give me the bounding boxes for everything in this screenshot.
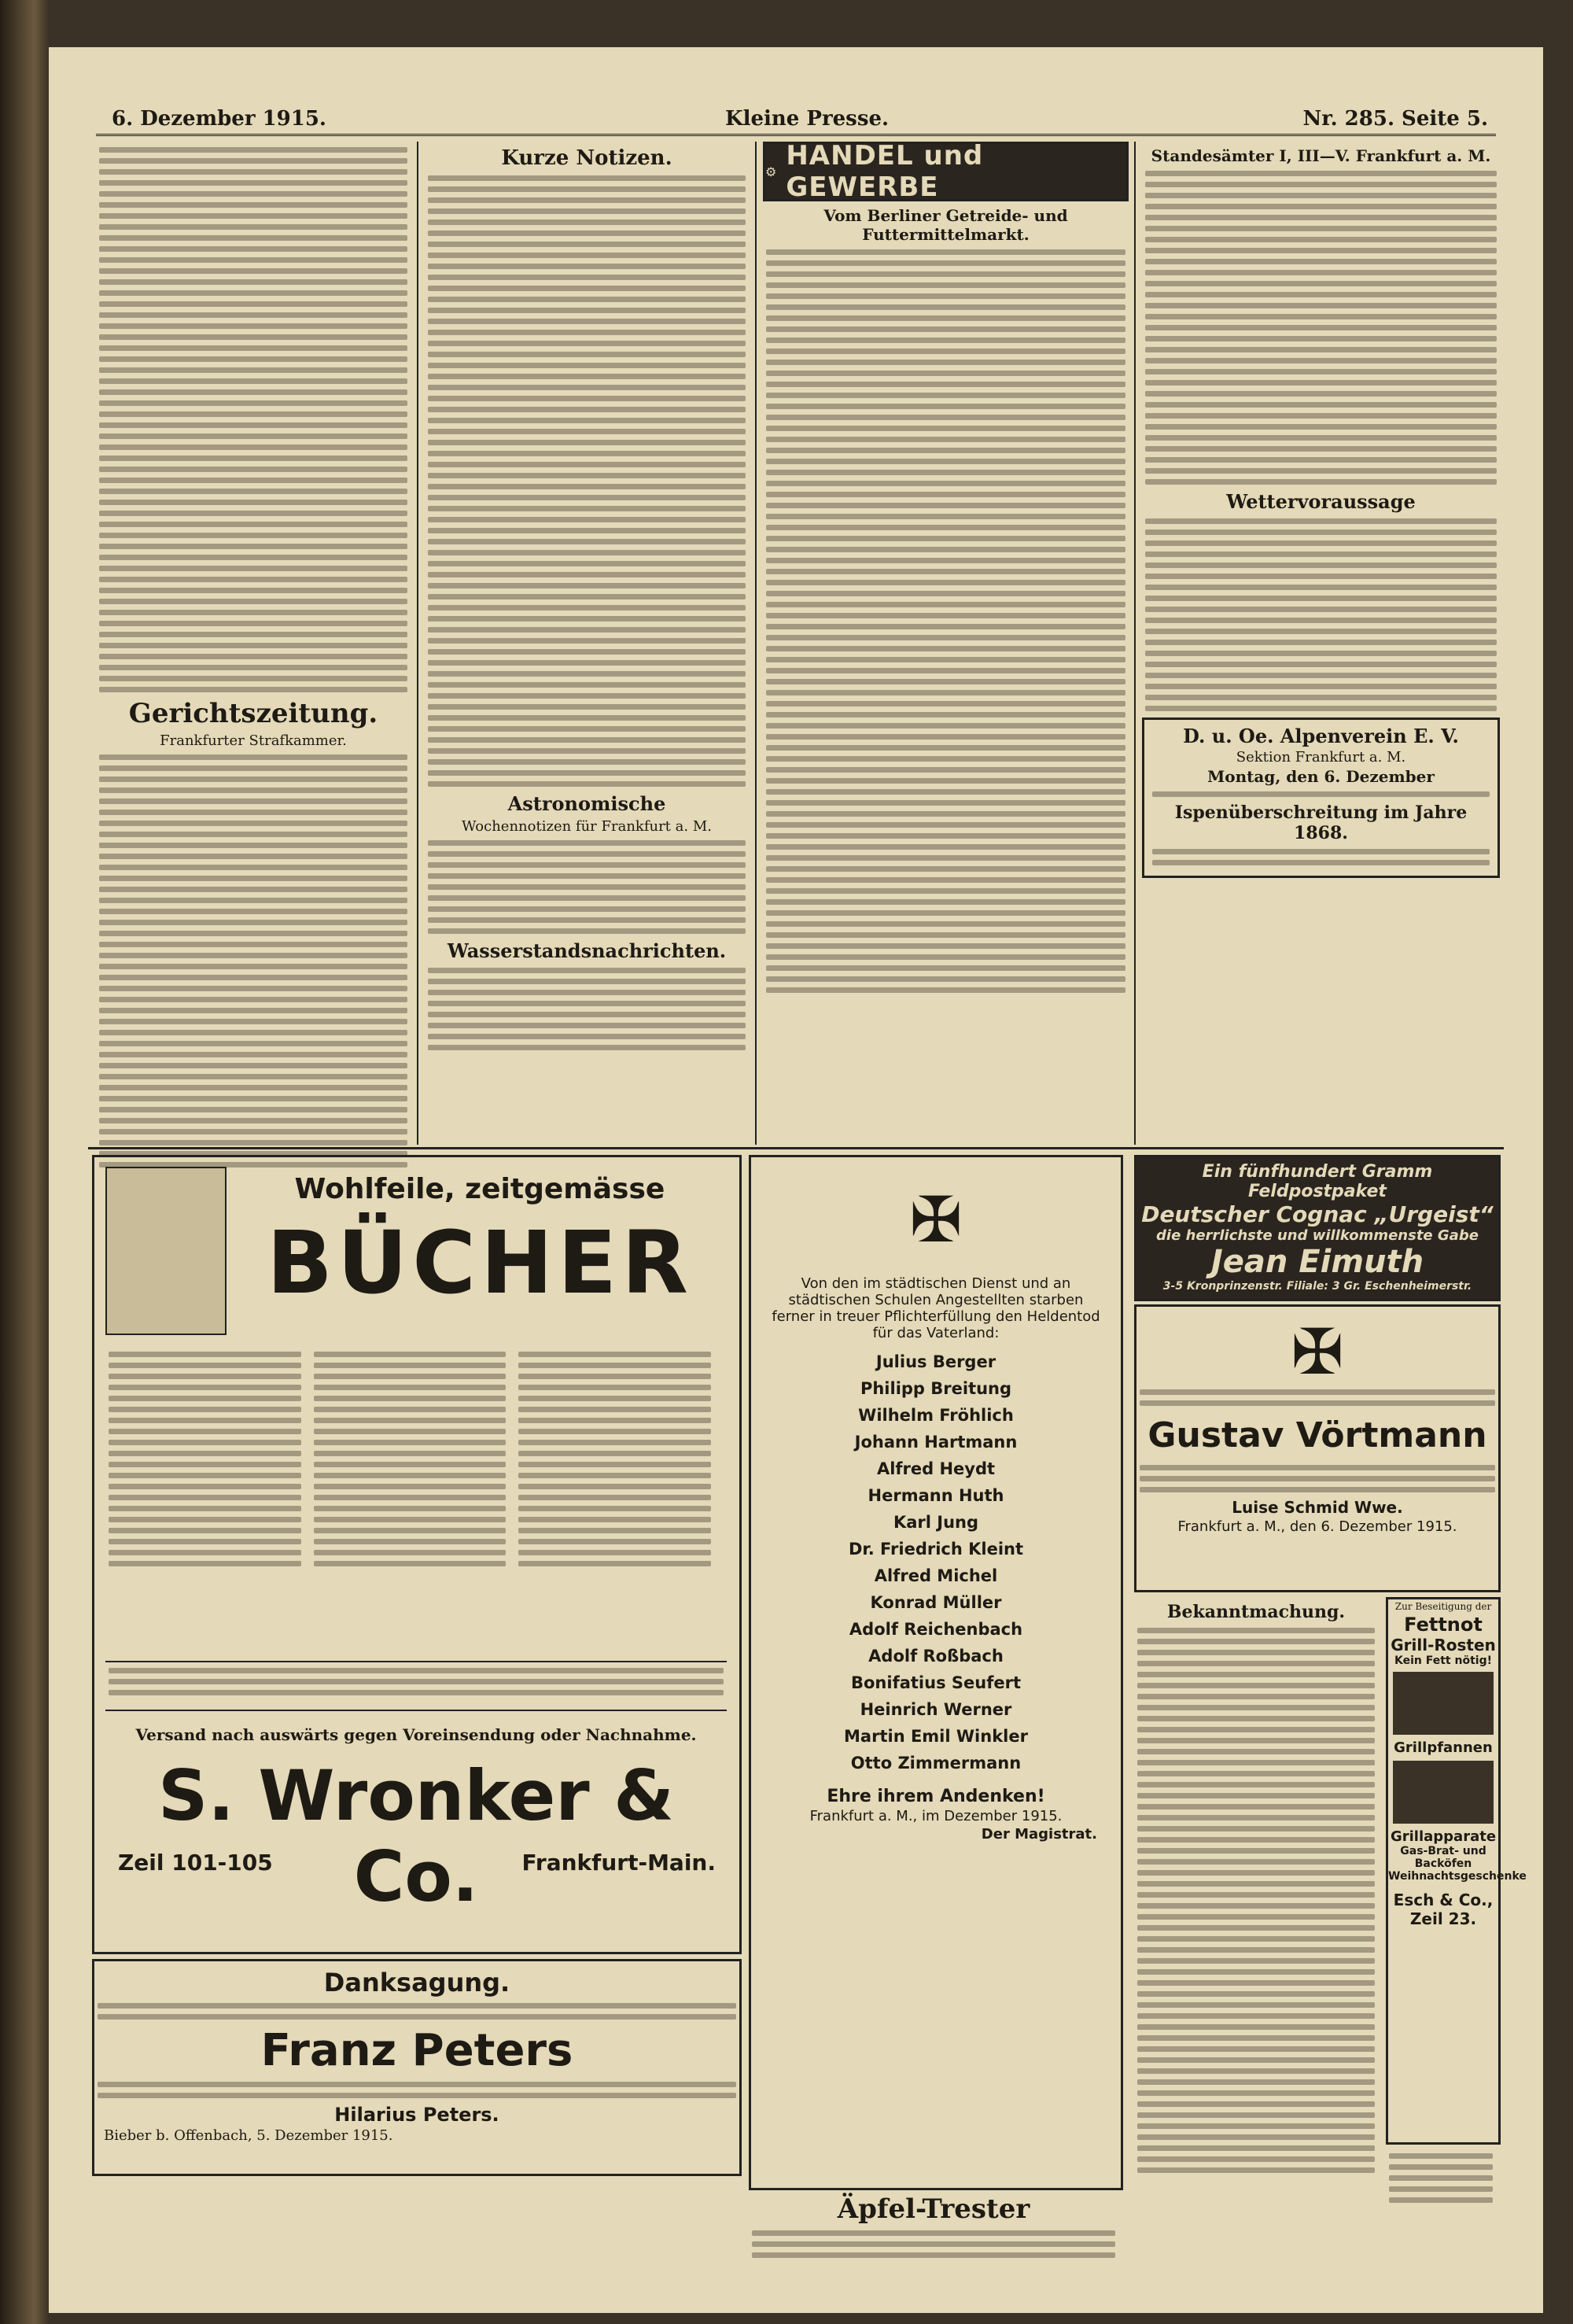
alpine-club-date: Montag, den 6. Dezember bbox=[1207, 767, 1435, 786]
grill-line3: Grill-Rosten bbox=[1391, 1636, 1496, 1654]
grill-firm: Esch & Co., bbox=[1393, 1891, 1494, 1909]
newspaper-page bbox=[49, 47, 1543, 2313]
memorial-name: Konrad Müller bbox=[870, 1593, 1002, 1612]
column-short-notes bbox=[425, 142, 749, 1141]
iron-cross-icon: ✠ bbox=[1291, 1315, 1344, 1389]
memorial-place: Frankfurt a. M., im Dezember 1915. bbox=[809, 1808, 1063, 1824]
imprint bbox=[1386, 2148, 1496, 2305]
memorial-name: Julius Berger bbox=[875, 1352, 996, 1371]
water-level-heading: Wasserstandsnachrichten. bbox=[447, 939, 727, 962]
court-news-subheading: Frankfurter Strafkammer. bbox=[160, 732, 347, 749]
memorial-name: Wilhelm Fröhlich bbox=[858, 1406, 1014, 1425]
memorial-name: Hermann Huth bbox=[868, 1486, 1004, 1505]
column-rule bbox=[1134, 142, 1136, 1145]
grill-addr: Zeil 23. bbox=[1409, 1909, 1477, 1928]
registry-heading: Standesämter I, III—V. Frankfurt a. M. bbox=[1151, 146, 1491, 165]
memorial-closing: Ehre ihrem Andenken! bbox=[827, 1787, 1045, 1806]
cognac-firm: Jean Eimuth bbox=[1210, 1244, 1424, 1280]
grain-market-heading: Vom Berliner Getreide- und Futtermittelmarkt. bbox=[823, 206, 1068, 244]
short-notes-heading: Kurze Notizen. bbox=[501, 146, 672, 170]
books-city: Frankfurt-Main. bbox=[521, 1850, 716, 1876]
book-cover-illustration bbox=[105, 1167, 227, 1335]
alpine-club-section: Sektion Frankfurt a. M. bbox=[1236, 749, 1406, 765]
column-rule bbox=[417, 142, 418, 1145]
alpine-club-title: D. u. Oe. Alpenverein E. V. bbox=[1183, 725, 1459, 747]
books-ship-note: Versand nach auswärts gegen Voreinsendung oder Nachnahme. bbox=[135, 1725, 697, 1744]
gear-icon: ⚙ bbox=[765, 164, 777, 179]
memorial-notice bbox=[749, 1155, 1123, 2190]
public-notice-heading: Bekanntmachung. bbox=[1166, 1602, 1346, 1622]
book-binding bbox=[0, 0, 49, 2324]
iron-cross-icon: ✠ bbox=[909, 1183, 963, 1256]
column-rule bbox=[755, 142, 757, 1145]
cognac-line3: die herrlichste und willkommenste Gabe bbox=[1156, 1227, 1479, 1244]
books-ad-big: BÜCHER bbox=[267, 1212, 693, 1313]
memorial-name: Alfred Heydt bbox=[876, 1459, 996, 1478]
books-ad bbox=[92, 1155, 742, 1954]
memorial-name: Martin Emil Winkler bbox=[844, 1727, 1028, 1746]
thanks-signature: Hilarius Peters. bbox=[334, 2104, 499, 2126]
grill-line4: Kein Fett nötig! bbox=[1394, 1654, 1492, 1667]
thanks-place: Bieber b. Offenbach, 5. Dezember 1915. bbox=[104, 2127, 393, 2144]
books-list bbox=[105, 1346, 727, 1645]
column-local-news bbox=[96, 142, 411, 1141]
grill-line8: Weihnachtsgeschenke bbox=[1388, 1870, 1527, 1883]
grill-line7: Gas-Brat- und Backöfen bbox=[1400, 1845, 1486, 1870]
memorial-signature: Der Magistrat. bbox=[981, 1826, 1097, 1843]
cognac-ad bbox=[1134, 1155, 1501, 1301]
grill-pan-illustration bbox=[1393, 1672, 1494, 1735]
grill-ad bbox=[1386, 1597, 1527, 2145]
court-news-heading: Gerichtszeitung. bbox=[128, 698, 378, 729]
cognac-line2: Deutscher Cognac „Urgeist“ bbox=[1141, 1201, 1494, 1227]
memorial-name: Adolf Roßbach bbox=[868, 1647, 1004, 1666]
books-ad-title: Wohlfeile, zeitgemässe bbox=[294, 1173, 665, 1205]
death-notice-place: Frankfurt a. M., den 6. Dezember 1915. bbox=[1177, 1518, 1457, 1535]
memorial-name: Alfred Michel bbox=[874, 1566, 998, 1585]
memorial-intro: Von den im städtischen Dienst und an städtischen Schulen Angestellten starben ferner in treuer Pflichterfüllung den Heldentod für das Vaterland: bbox=[772, 1275, 1100, 1341]
grill-apparatus-illustration bbox=[1393, 1761, 1494, 1824]
cognac-line1: Ein fünfhundert Gramm Feldpostpaket bbox=[1202, 1162, 1433, 1201]
alpine-club-ad bbox=[1142, 717, 1500, 878]
astro-subheading: Wochennotizen für Frankfurt a. M. bbox=[462, 818, 712, 835]
memorial-name: Dr. Friedrich Kleint bbox=[848, 1540, 1024, 1559]
header-date: 6. Dezember 1915. bbox=[112, 107, 326, 131]
header-paper: Kleine Presse. bbox=[725, 107, 890, 131]
grill-line6: Grillapparate bbox=[1390, 1828, 1497, 1845]
books-firm: S. Wronker & Co. bbox=[157, 1755, 675, 1917]
memorial-name: Otto Zimmermann bbox=[850, 1754, 1022, 1773]
trade-section-logo: ⚙ HANDEL und GEWERBE bbox=[763, 142, 1129, 201]
thanks-notice bbox=[92, 1959, 742, 2176]
pomace-title: Äpfel-Trester bbox=[837, 2193, 1030, 2225]
books-offer bbox=[105, 1661, 727, 1711]
column-trade bbox=[763, 142, 1129, 1141]
memorial-name: Heinrich Werner bbox=[860, 1700, 1012, 1719]
memorial-name: Adolf Reichenbach bbox=[849, 1620, 1023, 1639]
page-header bbox=[96, 102, 1496, 136]
weather-heading: Wettervoraussage bbox=[1226, 490, 1416, 513]
section-rule bbox=[88, 1147, 1504, 1149]
column-registry-weather bbox=[1142, 142, 1500, 1141]
death-notice bbox=[1134, 1304, 1501, 1592]
thanks-title: Danksagung. bbox=[323, 1968, 510, 1998]
grill-line2: Fettnot bbox=[1404, 1614, 1483, 1636]
alpine-club-talk: Ispenüberschreitung im Jahre 1868. bbox=[1174, 802, 1468, 843]
memorial-name: Bonifatius Seufert bbox=[851, 1673, 1021, 1692]
memorial-name: Philipp Breitung bbox=[860, 1379, 1012, 1398]
thanks-name: Franz Peters bbox=[260, 2025, 573, 2076]
grill-line1: Zur Beseitigung der bbox=[1394, 1601, 1492, 1612]
public-notice bbox=[1134, 1597, 1378, 2305]
astro-heading: Astronomische bbox=[507, 792, 666, 815]
pomace-ad bbox=[749, 2193, 1118, 2304]
deceased-name: Gustav Vörtmann bbox=[1148, 1415, 1487, 1455]
cognac-addr: 3-5 Kronprinzenstr. Filiale: 3 Gr. Eschenheimerstr. bbox=[1162, 1280, 1472, 1293]
memorial-name: Karl Jung bbox=[893, 1513, 979, 1532]
memorial-name: Johann Hartmann bbox=[854, 1433, 1018, 1452]
header-page: Nr. 285. Seite 5. bbox=[1302, 107, 1488, 131]
grill-line5: Grillpfannen bbox=[1394, 1739, 1493, 1756]
death-notice-signed: Luise Schmid Wwe. bbox=[1232, 1498, 1403, 1517]
books-addr: Zeil 101-105 bbox=[118, 1850, 273, 1876]
